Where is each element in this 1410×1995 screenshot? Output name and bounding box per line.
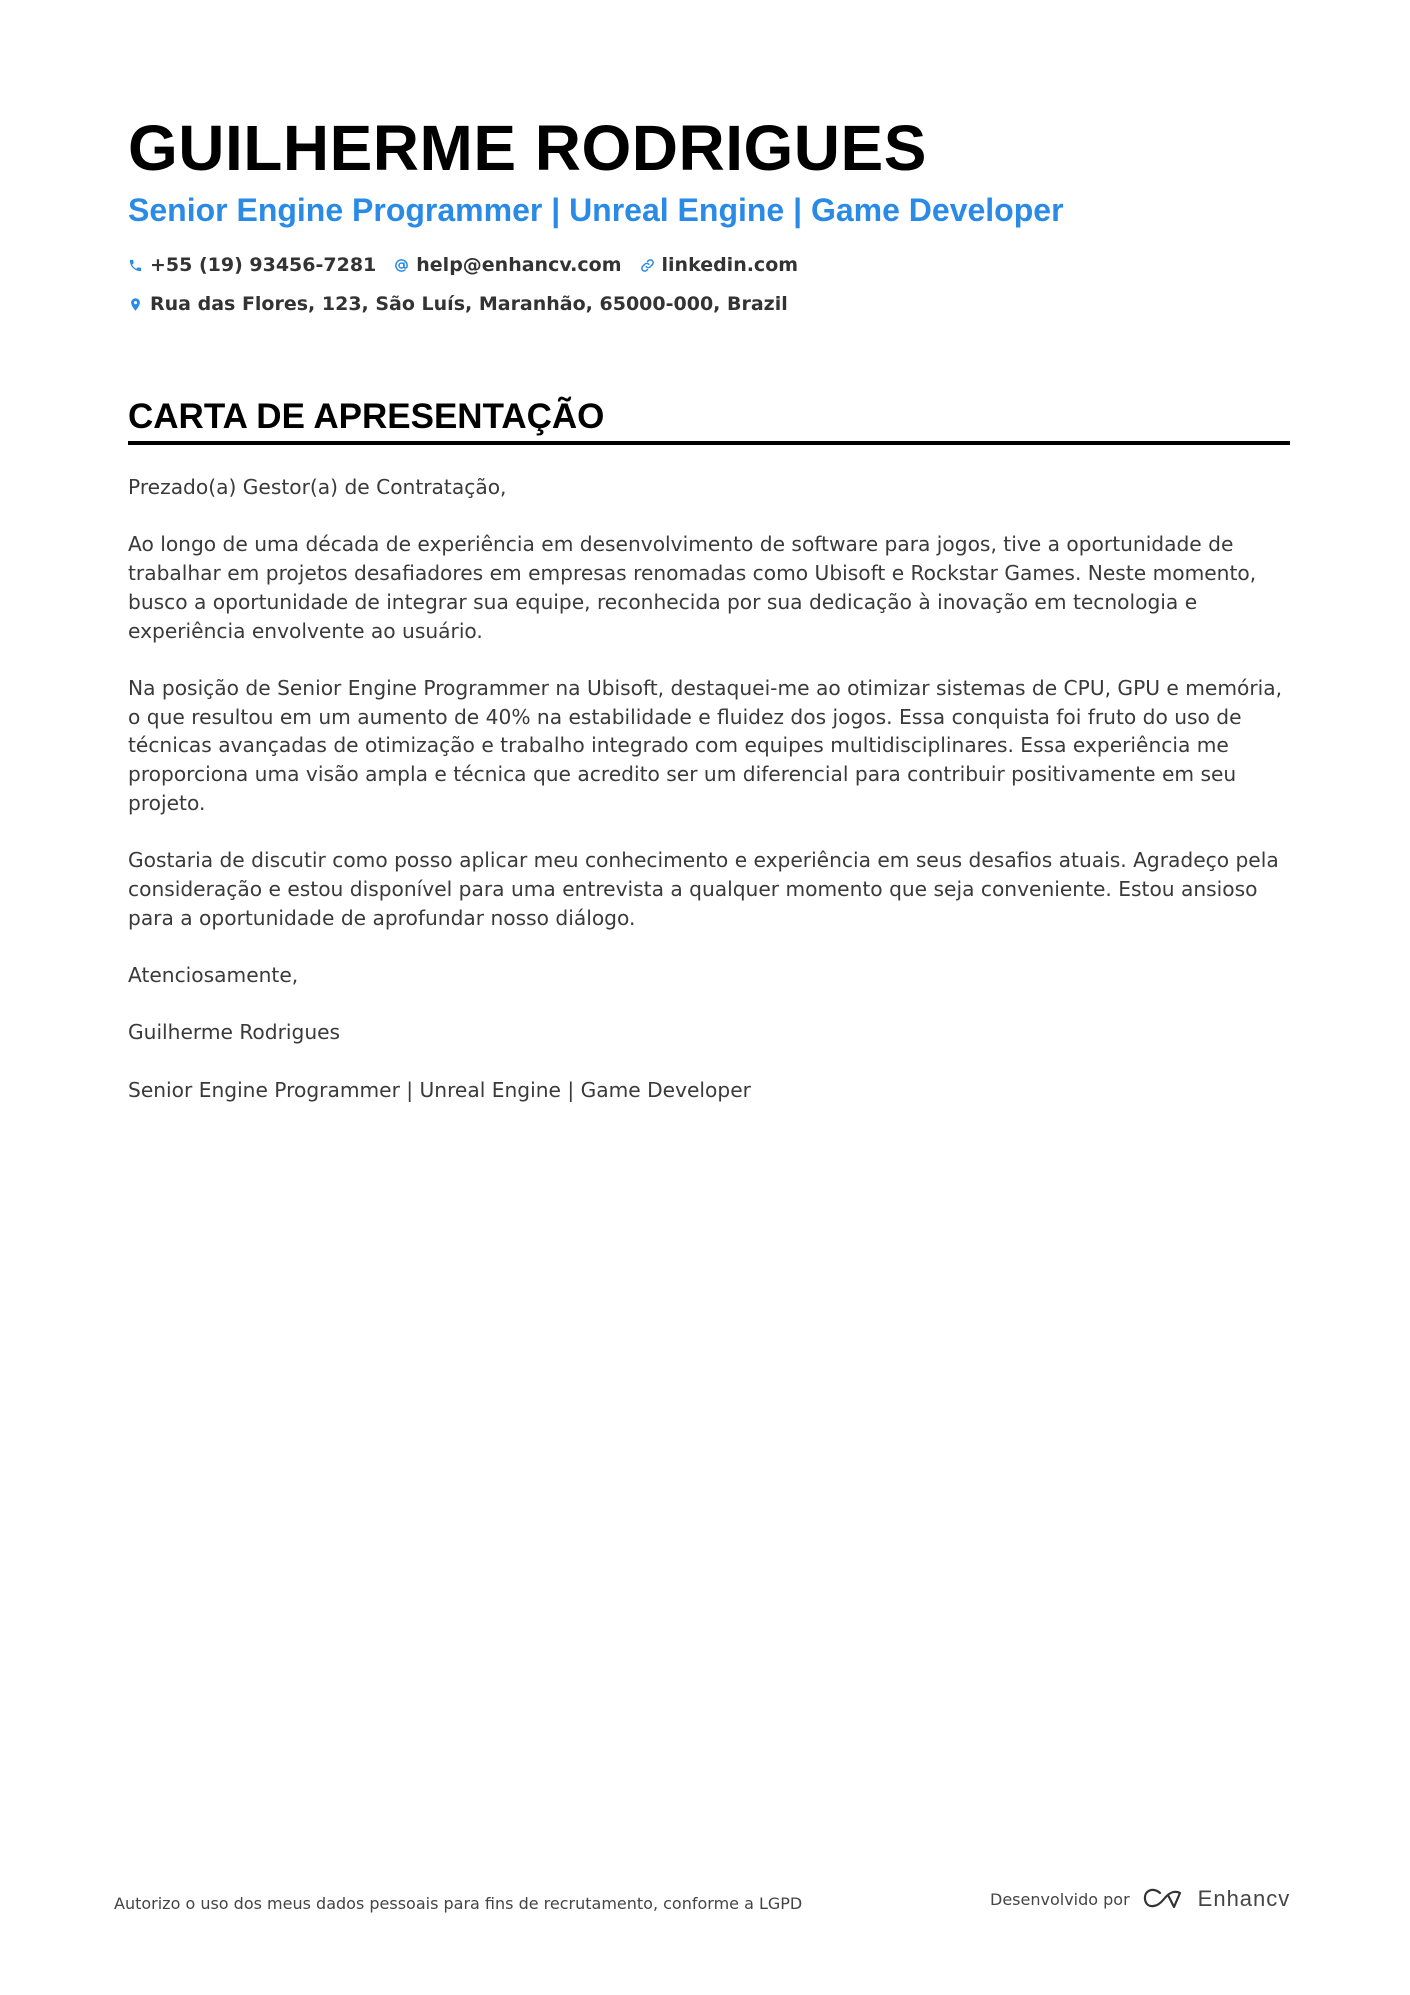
- letter-paragraph: Gostaria de discutir como posso aplicar meu conhecimento e experiência em seus desafios atuais. Agradeço pela consideração e estou disponível para uma entrevista a qualquer momento que seja conveniente. Estou ansioso para a oportunidade de aprofundar nosso diálogo.: [128, 848, 1279, 930]
- linkedin-url: linkedin.com: [661, 254, 799, 276]
- contact-row-primary: [128, 250, 1290, 280]
- resume-page: [128, 110, 1290, 1133]
- candidate-headline: Senior Engine Programmer | Unreal Engine | Game Developer: [128, 192, 1064, 228]
- contact-linkedin[interactable]: [640, 254, 799, 276]
- enhancv-logo-icon: [1142, 1887, 1186, 1911]
- brand-name: Enhancv: [1197, 1886, 1291, 1911]
- contact-phone[interactable]: [128, 254, 376, 276]
- letter-greeting: Prezado(a) Gestor(a) de Contratação,: [128, 475, 507, 499]
- location-pin-icon: [128, 297, 143, 312]
- link-icon: [640, 258, 655, 273]
- powered-by-label: Desenvolvido por: [990, 1889, 1130, 1909]
- letter-closing: Atenciosamente,: [128, 962, 299, 987]
- phone-number: +55 (19) 93456-7281: [150, 254, 377, 276]
- footer-consent: Autorizo o uso dos meus dados pessoais para fins de recrutamento, conforme a LGPD: [114, 1894, 803, 1913]
- signature-name: Guilherme Rodrigues: [128, 1020, 341, 1045]
- candidate-name: GUILHERME RODRIGUES: [128, 112, 927, 184]
- contact-address: [128, 293, 788, 315]
- contact-email[interactable]: [394, 254, 621, 276]
- letter-paragraph: Na posição de Senior Engine Programmer na Ubisoft, destaquei-me ao otimizar sistemas de CPU, GPU e memória, o que resultou em um aumento de 40% na estabilidade e fluidez dos jogos. Essa conquista foi fruto do uso de técnicas avançadas de otimização e trabalho integrado com equipes multidisciplinares. Essa experiência me proporciona uma visão ampla e técnica que acredito ser um diferencial para contribuir positivamente em seu projeto.: [128, 675, 1283, 815]
- address: Rua das Flores, 123, São Luís, Maranhão, 65000-000, Brazil: [150, 293, 788, 315]
- contact-info: [128, 250, 1290, 319]
- section-title: CARTA DE APRESENTAÇÃO: [128, 395, 1290, 445]
- letter-paragraph: Ao longo de uma década de experiência em desenvolvimento de software para jogos, tive a oportunidade de trabalhar em projetos desafiadores em empresas renomadas como Ubisoft e Rockstar Games. Neste momento, busco a oportunidade de integrar sua equipe, reconhecida por sua dedicação à inovação em tecnologia e experiência envolvente ao usuário.: [128, 532, 1257, 643]
- cover-letter-body: [128, 473, 1290, 1104]
- footer-branding[interactable]: [990, 1886, 1290, 1912]
- contact-row-address: [128, 289, 1290, 319]
- phone-icon: [128, 258, 143, 273]
- email-address: help@enhancv.com: [416, 254, 622, 276]
- at-icon: [394, 258, 409, 273]
- signature-title: Senior Engine Programmer | Unreal Engine | Game Developer: [128, 1077, 751, 1102]
